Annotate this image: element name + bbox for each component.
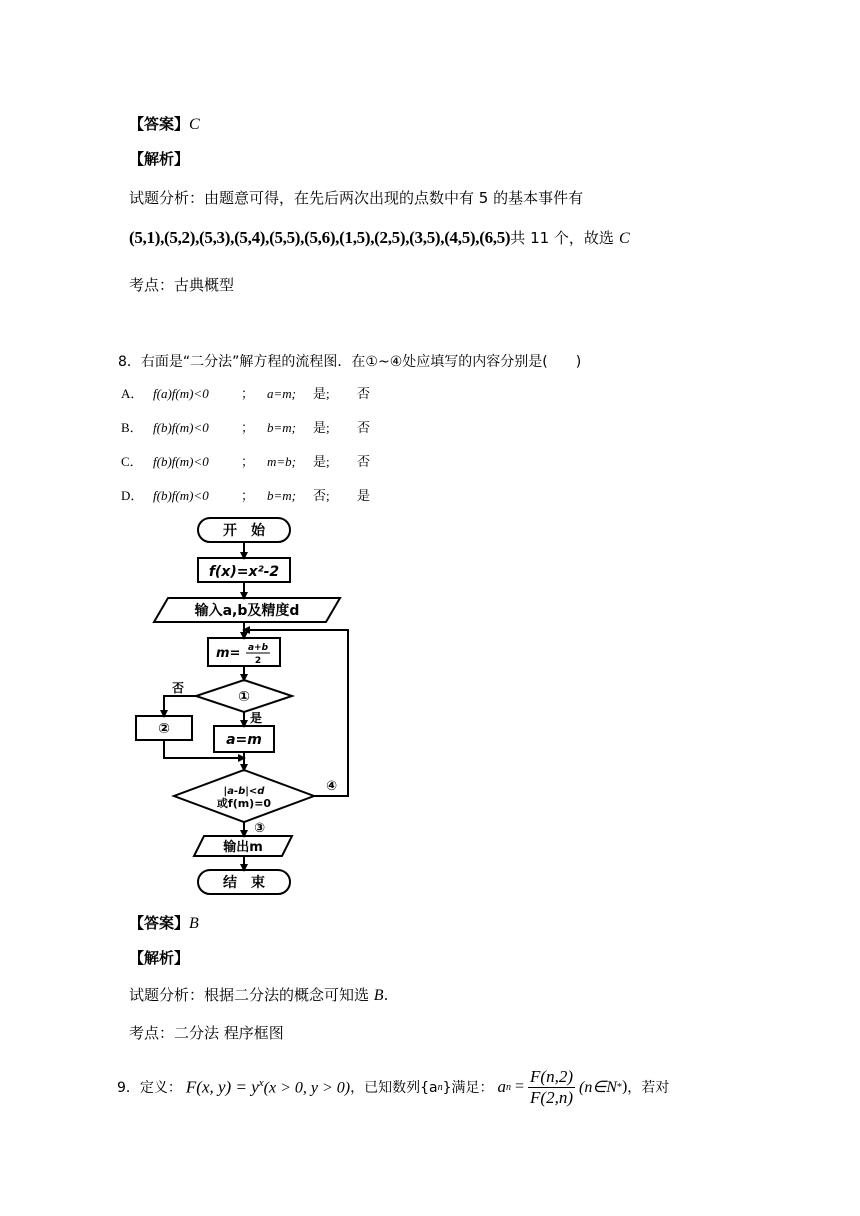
q8-answer xyxy=(129,912,199,933)
q9-domain-sup: * xyxy=(616,1081,622,1093)
q9-definition xyxy=(186,1077,350,1098)
q9-domain-end: ) xyxy=(621,1078,628,1095)
option-letter: D． xyxy=(121,488,144,503)
midpoint-label: m= xyxy=(216,646,241,661)
condition-1-label: ① xyxy=(238,689,250,705)
q9-definition-exponent: x xyxy=(258,1076,264,1089)
q9-an-sub: n xyxy=(506,1081,512,1093)
q7-pairs-line xyxy=(129,227,630,248)
option-b xyxy=(121,417,370,436)
q8-stem: 8．右面是“二分法”解方程的流程图．在①~④处应填写的内容分别是( ) xyxy=(118,354,582,370)
input-label: 输入a,b及精度d xyxy=(194,603,300,619)
option-no: 是 xyxy=(357,488,371,503)
option-condition: f(a)f(m)<0 xyxy=(153,386,209,401)
option-condition: f(b)f(m)<0 xyxy=(153,454,209,469)
option-separator: ； xyxy=(241,454,255,469)
midpoint-denominator: 2 xyxy=(254,656,262,666)
condition-2-line-1: |a-b|<d xyxy=(223,786,265,797)
option-letter: A． xyxy=(121,386,144,401)
q7-analysis-tag: 【解析】 xyxy=(129,150,190,168)
condition-2-line-2: 或f(m)=0 xyxy=(216,797,272,810)
q9-sequence-sub: n xyxy=(437,1081,443,1093)
output-label: 输出m xyxy=(223,840,263,855)
no-label: 否 xyxy=(172,681,185,695)
option-assign: m=b; xyxy=(267,454,296,469)
option-no: 否 xyxy=(357,386,371,401)
q9-satisfies: }满足： xyxy=(442,1080,494,1096)
function-label: f(x)=x²-2 xyxy=(208,564,280,580)
end-label: 结 束 xyxy=(223,875,265,891)
answer-value: B xyxy=(189,915,199,932)
label-3: ③ xyxy=(254,821,266,836)
option-no: 否 xyxy=(357,420,371,435)
option-assign: a=m; xyxy=(267,386,296,401)
option-letter: C． xyxy=(121,454,143,469)
option-condition: f(b)f(m)<0 xyxy=(153,420,209,435)
q8-kaodian: 考点：二分法 程序框图 xyxy=(129,1024,284,1042)
q7-count-choice: C xyxy=(619,230,630,247)
midpoint-numerator: a+b xyxy=(247,643,269,653)
q7-pairs: (5,1),(5,2),(5,3),(5,4),(5,5),(5,6),(1,5),(2,5),(3,5),(4,5),(6,5) xyxy=(129,228,511,247)
q9-definition-condition: (x > 0, y > 0) xyxy=(263,1079,351,1097)
option-assign: b=m; xyxy=(267,488,296,503)
option-condition: f(b)f(m)<0 xyxy=(153,488,209,503)
q9-numerator: F(n,2) xyxy=(530,1066,574,1086)
option-yes: 是; xyxy=(313,386,330,401)
yes-label: 是 xyxy=(250,711,263,725)
q8-analysis-end: . xyxy=(383,986,389,1004)
q9-domain: (n∈N xyxy=(579,1079,617,1096)
q8-analysis-tag: 【解析】 xyxy=(129,949,190,967)
answer-tag: 【答案】 xyxy=(129,914,190,932)
q9-fraction xyxy=(528,1067,575,1108)
option-yes: 是; xyxy=(313,420,330,435)
option-letter: B． xyxy=(121,420,143,435)
q9-prefix: 9．定义： xyxy=(117,1080,182,1096)
option-yes: 是; xyxy=(313,454,330,469)
label-4: ④ xyxy=(326,779,338,794)
q9-denominator: F(2,n) xyxy=(530,1087,574,1107)
box-2-label: ② xyxy=(158,721,170,737)
q8-analysis-choice: B xyxy=(373,987,384,1004)
option-a xyxy=(121,383,370,402)
start-label: 开 始 xyxy=(223,523,265,539)
q9-sequence-text: ，已知数列{a xyxy=(350,1080,438,1096)
option-d xyxy=(121,485,370,504)
q9-stem xyxy=(117,1060,669,1114)
option-yes: 否; xyxy=(313,488,330,503)
q9-an: a xyxy=(497,1077,507,1096)
q9-definition-main: F(x, y) = y xyxy=(185,1077,259,1097)
q8-analysis xyxy=(129,984,388,1005)
bisection-flowchart xyxy=(130,512,360,902)
assign-label: a=m xyxy=(226,732,262,748)
q7-analysis-text: 试题分析：由题意可得，在先后两次出现的点数中有 5 的基本事件有 xyxy=(129,189,584,207)
answer-tag: 【答案】 xyxy=(129,115,190,133)
option-separator: ； xyxy=(241,488,255,503)
option-separator: ； xyxy=(241,386,255,401)
option-separator: ； xyxy=(241,420,255,435)
q7-kaodian: 考点：古典概型 xyxy=(129,276,235,294)
answer-value: C xyxy=(189,116,200,133)
q7-answer xyxy=(129,113,200,134)
option-no: 否 xyxy=(357,454,371,469)
option-assign: b=m; xyxy=(267,420,296,435)
q7-count: 共 11 个，故选 xyxy=(510,229,614,247)
q9-tail: ，若对 xyxy=(627,1080,670,1096)
q9-equals: = xyxy=(515,1078,525,1095)
q8-analysis-text: 试题分析：根据二分法的概念可知选 xyxy=(129,986,370,1004)
option-c xyxy=(121,451,370,470)
